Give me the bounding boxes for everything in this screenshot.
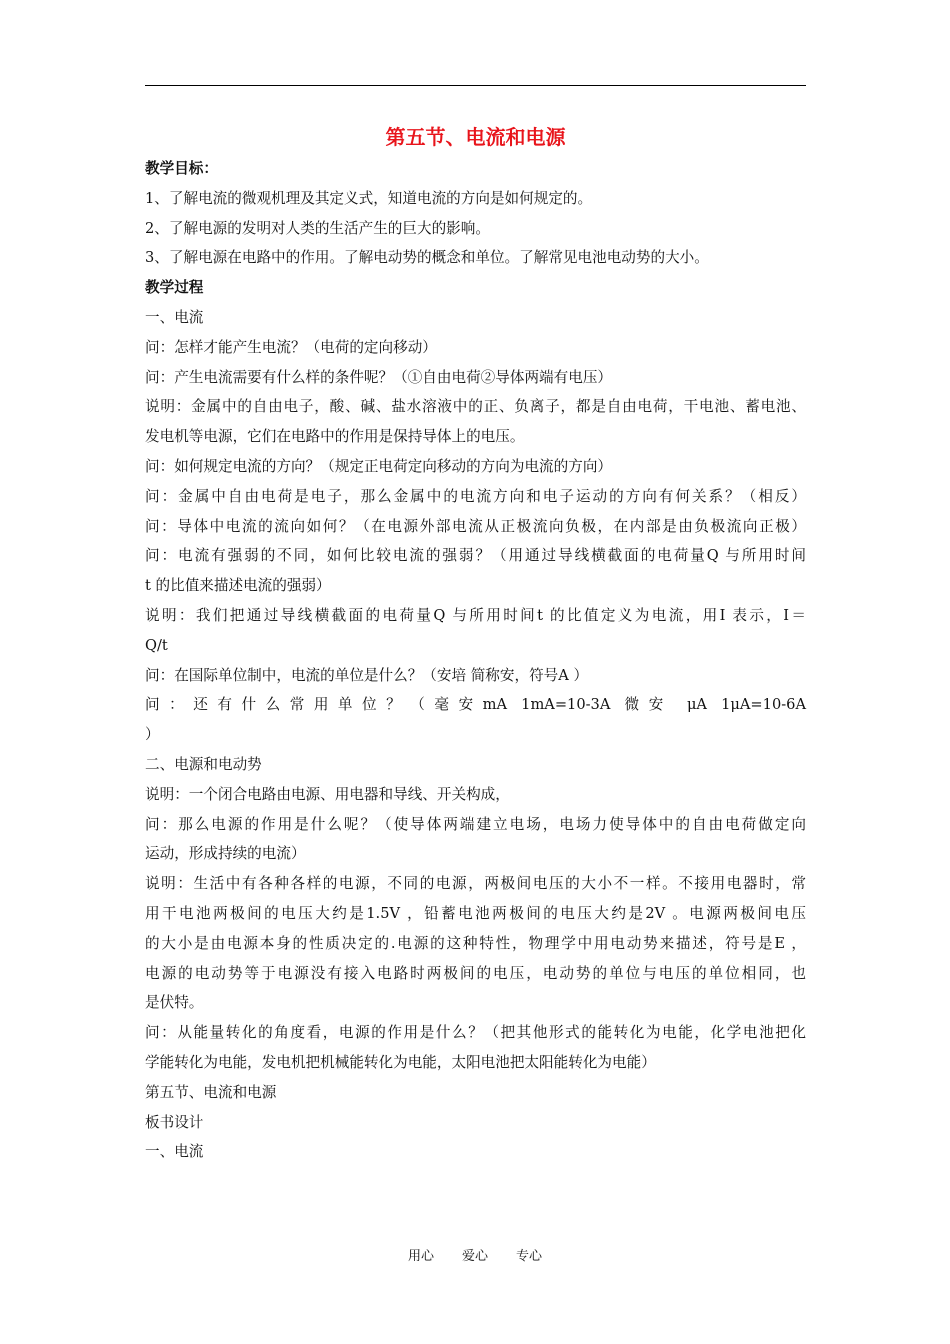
text-line: t 的比值来描述电流的强弱） [145, 577, 331, 595]
footer-word: 用心 [407, 1249, 434, 1264]
text-line: 运动，形成持续的电流） [145, 845, 306, 863]
document-title: 第五节、电流和电源 [385, 125, 566, 149]
text-line: 问：那么电源的作用是什么呢？（使导体两端建立电场，电场力使导体中的自由电荷做定向 [145, 815, 806, 833]
text-line: 问：金属中自由电荷是电子，那么金属中的电流方向和电子运动的方向有何关系？（相反） [145, 487, 806, 505]
text-line: 问：电流有强弱的不同，如何比较电流的强弱？（用通过导线横截面的电荷量Q 与所用时间 [145, 547, 806, 565]
section-heading: 教学目标： [145, 160, 218, 177]
text-line: 电源的电动势等于电源没有接入电路时两极间的电压，电动势的单位与电压的单位相同，也 [145, 964, 806, 982]
page-footer [0, 1246, 950, 1268]
text-line: 板书设计 [145, 1113, 204, 1131]
text-line: 说明：我们把通过导线横截面的电荷量Q 与所用时间t 的比值定义为电流，用I 表示，I＝ [145, 606, 806, 624]
text-line: 是伏特。 [145, 994, 204, 1012]
text-line: 发电机等电源，它们在电路中的作用是保持导体上的电压。 [145, 428, 525, 446]
text-line: 3、了解电源在电路中的作用。了解电动势的概念和单位。了解常见电池电动势的大小。 [145, 249, 709, 267]
text-line: 问：产生电流需要有什么样的条件呢？（①自由电荷②导体两端有电压） [145, 368, 613, 386]
section-heading: 教学过程 [145, 279, 204, 297]
document-body [145, 154, 806, 1167]
footer-word: 专心 [516, 1249, 543, 1264]
text-line: ） [145, 726, 160, 744]
text-line: Q/t [145, 636, 168, 654]
text-line: 说明：金属中的自由电子，酸、碱、盐水溶液中的正、负离子，都是自由电荷，干电池、蓄电池、 [145, 398, 806, 416]
footer-word: 爱心 [461, 1249, 488, 1264]
text-line: 2、了解电源的发明对人类的生活产生的巨大的影响。 [145, 219, 490, 237]
text-line: 一、电流 [145, 308, 204, 326]
text-line: 第五节、电流和电源 [145, 1083, 277, 1101]
text-line: 学能转化为电能，发电机把机械能转化为电能，太阳电池把太阳能转化为电能） [145, 1053, 656, 1071]
text-line: 说明：一个闭合电路由电源、用电器和导线、开关构成， [145, 785, 510, 803]
text-line: 问：在国际单位制中，电流的单位是什么？（安培 简称安，符号A ） [145, 666, 589, 684]
text-line: 的大小是由电源本身的性质决定的.电源的这种特性，物理学中用电动势来描述，符号是E ， [145, 934, 806, 952]
text-line: 问：如何规定电流的方向？（规定正电荷定向移动的方向为电流的方向） [145, 457, 613, 475]
text-line: 问：还有什么常用单位？（毫安mA 1mA=10-3A 微安 μA 1μA=10-6A [145, 696, 806, 714]
text-line: 一、电流 [145, 1143, 204, 1161]
text-line: 二、电源和电动势 [145, 755, 262, 773]
header-rule [145, 85, 806, 86]
text-line: 问：从能量转化的角度看，电源的作用是什么？（把其他形式的能转化为电能，化学电池把化 [145, 1024, 806, 1042]
text-line: 说明：生活中有各种各样的电源，不同的电源，两极间电压的大小不一样。不接用电器时，常 [145, 875, 806, 893]
text-line: 问：怎样才能产生电流？（电荷的定向移动） [145, 338, 437, 356]
text-line: 问：导体中电流的流向如何？（在电源外部电流从正极流向负极，在内部是由负极流向正极） [145, 517, 806, 535]
text-line: 用干电池两极间的电压大约是1.5V ，铅蓄电池两极间的电压大约是2V 。电源两极间电压 [145, 904, 806, 922]
text-line: 1、了解电流的微观机理及其定义式，知道电流的方向是如何规定的。 [145, 189, 593, 207]
